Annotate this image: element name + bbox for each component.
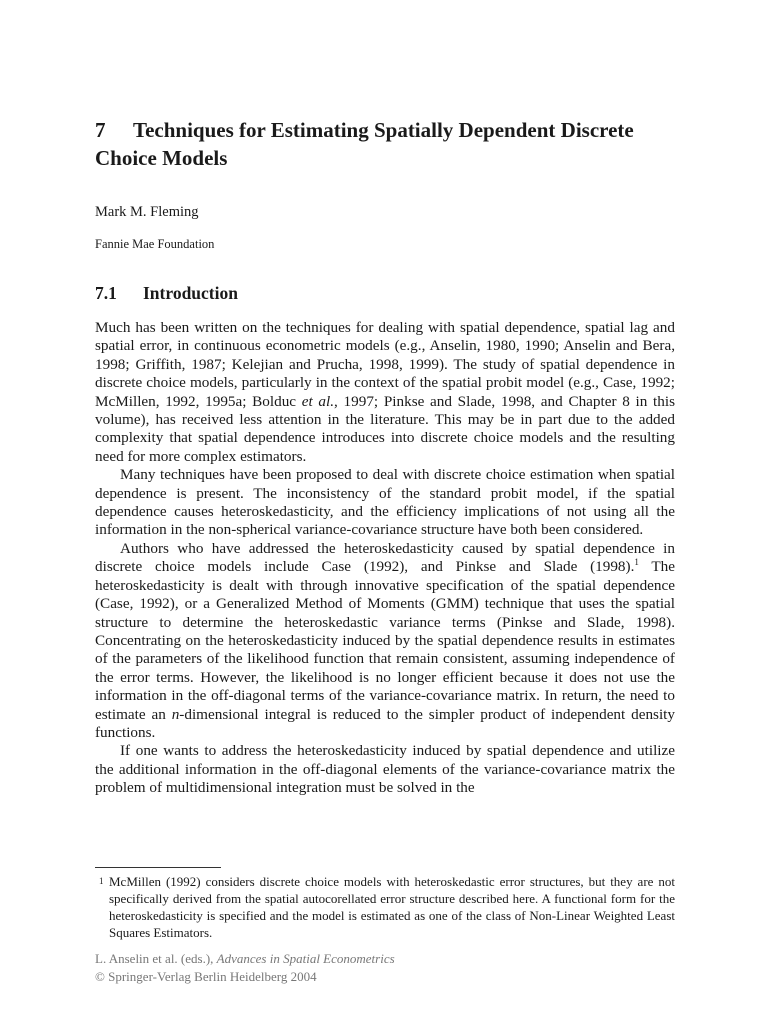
paragraph-1 [95,319,675,466]
chapter-title-text: Techniques for Estimating Spatially Dependent Discrete Choice Models [95,118,634,170]
imprint-editors: L. Anselin et al. (eds.), [95,951,217,966]
paragraph-1-emphasis: et al. [301,392,335,410]
imprint [95,950,395,986]
chapter-title [95,116,695,172]
paragraph-3-text-b: The heteroskedasticity is dealt with through innovative specification of the spatial dependence (Case, 1992), or a Generalized Method of Moments (GMM) technique that uses the spatial structure to determine the heteroskedastic variance terms (Pinkse and Slade, 1998). Concentrating on the heteroskedasticity induced by the spatial dependence results in estimates of the parameters of the likelihood function that remain consistent, assuming independence of the error terms. However, the likelihood is no longer efficient because it does not use the information in the off-diagonal terms of the variance-covariance matrix. In return, the need to estimate an [95,558,675,723]
paragraph-1-text-a: Much has been written on the techniques for dealing with spatial dependence, spatial lag and spatial error, in continuous econometric models (e.g., Anselin, 1980, 1990; Anselin and Bera, 1998; Griffith, 1987; Kelejian and Prucha, 1998, 1999). The study of spatial dependence in discrete choice models, particularly in the context of the spatial probit model (e.g., Case, 1992; McMillen, 1992, 1995a; Bolduc [95,319,675,410]
chapter-number: 7 [95,118,106,142]
imprint-copyright: © Springer-Verlag Berlin Heidelberg 2004 [95,969,317,984]
footnote-marker: 1 [634,557,639,568]
footnote-number: 1 [99,876,104,886]
paragraph-3 [95,540,675,742]
footnote-divider [95,867,221,868]
paragraph-4: If one wants to address the heteroskedasticity induced by spatial dependence and utilize the additional information in the off-diagonal elements of the variance-covariance matrix the problem of multidimensional integration must be solved in the [95,742,675,797]
imprint-book-title: Advances in Spatial Econometrics [216,951,395,966]
footnote [95,873,675,941]
imprint-citation [95,950,395,968]
paragraph-3-text-a: Authors who have addressed the heteroskedasticity caused by spatial dependence in discrete choice models include Case (1992), and Pinkse and Slade (1998). [95,539,675,576]
section-title: Introduction [143,283,238,303]
footnote-text: McMillen (1992) considers discrete choice models with heteroskedastic error structures, but they are not specifically derived from the spatial autocorellated error structure described here. A functional form for the heteroskedasticity is specified and the model is estimated as one of the class of Non-Linear Weighted Least Squares Estimators. [109,874,675,940]
paragraph-2: Many techniques have been proposed to deal with discrete choice estimation when spatial dependence is present. The inconsistency of the standard probit model, if the spatial dependence causes heteroskedasticity, and the efficiency implications of not using all the information in the non-spherical variance-covariance structure have both been considered. [95,466,675,539]
paragraph-1-text-b: , 1997; Pinkse and Slade, 1998, and Chapter 8 in this volume), has received less attention in the literature. This may be in part due to the added complexity that spatial dependence introduces into discrete choice models and the resulting need for more complex estimators. [95,392,675,465]
paragraph-3-text-c: -dimensional integral is reduced to the simpler product of independent density functions. [95,705,675,741]
author-affiliation: Fannie Mae Foundation [95,237,215,251]
author-name: Mark M. Fleming [95,204,199,220]
body-text [95,319,675,798]
section-heading [95,283,238,304]
section-number: 7.1 [95,283,117,303]
paragraph-3-emphasis: n [171,705,180,723]
